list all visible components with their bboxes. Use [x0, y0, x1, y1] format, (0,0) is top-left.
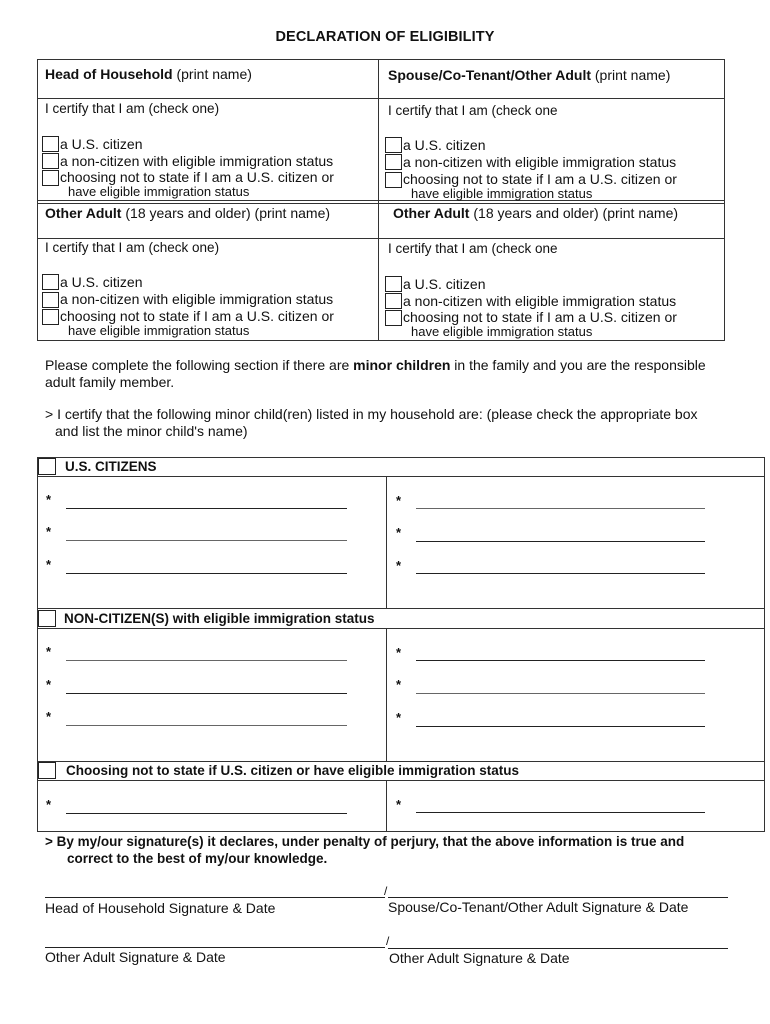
- other-left-label-bold: Other Adult: [45, 205, 122, 221]
- choosing-left-bullet: *: [46, 797, 52, 812]
- spouse-noncitizen-checkbox[interactable]: [385, 154, 402, 170]
- citizens-header-underline: [37, 476, 765, 477]
- citizens-section-checkbox[interactable]: [38, 458, 56, 475]
- noncitizen-left-2-line[interactable]: [66, 693, 347, 694]
- other-left-choosing-checkbox[interactable]: [42, 309, 59, 325]
- head-label-underline: [37, 98, 725, 99]
- other-adult-left-label: [45, 205, 330, 221]
- adult-row-divider: [37, 200, 725, 201]
- citizen-right-3-line[interactable]: [416, 573, 705, 574]
- spouse-label: [388, 67, 670, 83]
- other-right-signature-line[interactable]: [388, 948, 728, 949]
- head-noncitizen-checkbox[interactable]: [42, 153, 59, 169]
- choosing-right-line[interactable]: [416, 812, 705, 813]
- minor-intro-pre: Please complete the following section if there are: [45, 357, 354, 373]
- noncitizens-column-divider: [386, 628, 387, 761]
- other-right-label-rest: (18 years and older) (print name): [469, 205, 679, 221]
- minor-intro-post: in the family and you are the responsible: [450, 357, 706, 373]
- other-right-choosing-option-cont: have eligible immigration status: [411, 324, 593, 339]
- other-right-noncitizen-checkbox[interactable]: [385, 293, 402, 309]
- noncitizen-left-3-line[interactable]: [66, 725, 347, 726]
- other-right-choosing-checkbox[interactable]: [385, 310, 402, 326]
- citizen-right-2-bullet: *: [396, 525, 402, 540]
- head-citizen-option: a U.S. citizen: [60, 136, 143, 152]
- noncitizen-left-1-bullet: *: [46, 644, 52, 659]
- other-left-noncitizen-option: a non-citizen with eligible immigration status: [60, 291, 334, 307]
- spouse-label-rest: (print name): [591, 67, 671, 83]
- noncitizen-right-3-line[interactable]: [416, 726, 705, 727]
- noncitizens-section-checkbox[interactable]: [38, 610, 56, 627]
- other-right-label-bold: Other Adult: [393, 205, 470, 221]
- citizen-right-3-bullet: *: [396, 558, 402, 573]
- perjury-line2: correct to the best of my/our knowledge.: [67, 851, 328, 866]
- minor-certify-line1: > I certify that the following minor child(ren) listed in my household are: (please check the appropriate box: [45, 406, 698, 422]
- citizens-column-divider: [386, 476, 387, 608]
- citizen-left-2-line[interactable]: [66, 540, 347, 541]
- other-left-label-rest: (18 years and older) (print name): [121, 205, 331, 221]
- noncitizen-right-2-line[interactable]: [416, 693, 705, 694]
- noncitizen-right-1-bullet: *: [396, 645, 402, 660]
- head-of-household-label: [45, 66, 252, 82]
- citizen-left-3-bullet: *: [46, 557, 52, 572]
- signature-slash-1: /: [384, 884, 388, 898]
- other-left-noncitizen-checkbox[interactable]: [42, 292, 59, 308]
- other-right-choosing-option: choosing not to state if I am a U.S. citizen or: [403, 309, 677, 325]
- citizen-right-2-line[interactable]: [416, 541, 705, 542]
- spouse-noncitizen-option: a non-citizen with eligible immigration status: [403, 154, 677, 170]
- noncitizen-right-3-bullet: *: [396, 710, 402, 725]
- head-signature-label: Head of Household Signature & Date: [45, 900, 276, 916]
- other-left-choosing-option: choosing not to state if I am a U.S. citizen or: [60, 308, 334, 324]
- other-right-citizen-option: a U.S. citizen: [403, 276, 486, 292]
- spouse-certify-text: I certify that I am (check one: [388, 103, 558, 118]
- citizen-left-3-line[interactable]: [66, 573, 347, 574]
- noncitizens-header-top: [37, 608, 765, 609]
- choosing-right-bullet: *: [396, 797, 402, 812]
- noncitizen-right-1-line[interactable]: [416, 660, 705, 661]
- noncitizen-left-1-line[interactable]: [66, 660, 347, 661]
- other-label-underline: [37, 238, 725, 239]
- other-right-citizen-checkbox[interactable]: [385, 276, 402, 292]
- spouse-label-bold: Spouse/Co-Tenant/Other Adult: [388, 67, 591, 83]
- noncitizen-left-2-bullet: *: [46, 677, 52, 692]
- minor-intro-bold: minor children: [353, 357, 451, 373]
- other-left-citizen-checkbox[interactable]: [42, 274, 59, 290]
- spouse-citizen-option: a U.S. citizen: [403, 137, 486, 153]
- signature-slash-2: /: [386, 934, 390, 948]
- noncitizens-header-underline: [37, 628, 765, 629]
- other-left-certify-text: I certify that I am (check one): [45, 240, 220, 255]
- minor-intro-text: [45, 357, 745, 391]
- spouse-citizen-checkbox[interactable]: [385, 137, 402, 153]
- head-citizen-checkbox[interactable]: [42, 136, 59, 152]
- choosing-header-underline: [37, 780, 765, 781]
- head-signature-line[interactable]: [45, 897, 385, 898]
- noncitizen-right-2-bullet: *: [396, 677, 402, 692]
- citizen-right-1-line[interactable]: [416, 508, 705, 509]
- other-right-signature-label: Other Adult Signature & Date: [389, 950, 570, 966]
- choosing-section-title: Choosing not to state if U.S. citizen or have eligible immigration status: [66, 763, 520, 778]
- spouse-choosing-option-cont: have eligible immigration status: [411, 186, 593, 201]
- noncitizen-left-3-bullet: *: [46, 709, 52, 724]
- head-label-rest: (print name): [172, 66, 252, 82]
- choosing-header-top: [37, 761, 765, 762]
- form-title: DECLARATION OF ELIGIBILITY: [275, 29, 495, 45]
- citizen-left-1-bullet: *: [46, 492, 52, 507]
- choosing-section-checkbox[interactable]: [38, 762, 56, 779]
- citizen-left-2-bullet: *: [46, 524, 52, 539]
- other-left-choosing-option-cont: have eligible immigration status: [68, 323, 250, 338]
- noncitizens-section-title: NON-CITIZEN(S) with eligible immigration status: [64, 611, 375, 626]
- head-noncitizen-option: a non-citizen with eligible immigration status: [60, 153, 334, 169]
- choosing-column-divider: [386, 780, 387, 832]
- other-left-signature-line[interactable]: [45, 947, 385, 948]
- minor-certify-line2: and list the minor child's name): [55, 423, 248, 439]
- choosing-left-line[interactable]: [66, 813, 347, 814]
- minor-certify-text: [45, 406, 765, 440]
- spouse-signature-label: Spouse/Co-Tenant/Other Adult Signature & Date: [388, 899, 689, 915]
- other-right-certify-text: I certify that I am (check one: [388, 241, 558, 256]
- citizens-section-title: U.S. CITIZENS: [65, 459, 157, 474]
- citizen-right-1-bullet: *: [396, 493, 402, 508]
- spouse-choosing-option: choosing not to state if I am a U.S. citizen or: [403, 171, 677, 187]
- other-left-signature-label: Other Adult Signature & Date: [45, 949, 226, 965]
- minor-intro-line2: adult family member.: [45, 374, 175, 390]
- head-choosing-option-cont: have eligible immigration status: [68, 184, 250, 199]
- adult-row-divider-2: [37, 203, 725, 204]
- head-choosing-checkbox[interactable]: [42, 170, 59, 186]
- perjury-line1: > By my/our signature(s) it declares, under penalty of perjury, that the above information is true and: [45, 834, 685, 849]
- head-label-bold: Head of Household: [45, 66, 173, 82]
- other-right-noncitizen-option: a non-citizen with eligible immigration status: [403, 293, 677, 309]
- other-left-citizen-option: a U.S. citizen: [60, 274, 143, 290]
- spouse-signature-line[interactable]: [388, 897, 728, 898]
- other-adult-right-label: [393, 205, 678, 221]
- head-choosing-option: choosing not to state if I am a U.S. citizen or: [60, 169, 334, 185]
- spouse-choosing-checkbox[interactable]: [385, 172, 402, 188]
- citizen-left-1-line[interactable]: [66, 508, 347, 509]
- head-certify-text: I certify that I am (check one): [45, 101, 220, 116]
- perjury-statement: [45, 833, 765, 867]
